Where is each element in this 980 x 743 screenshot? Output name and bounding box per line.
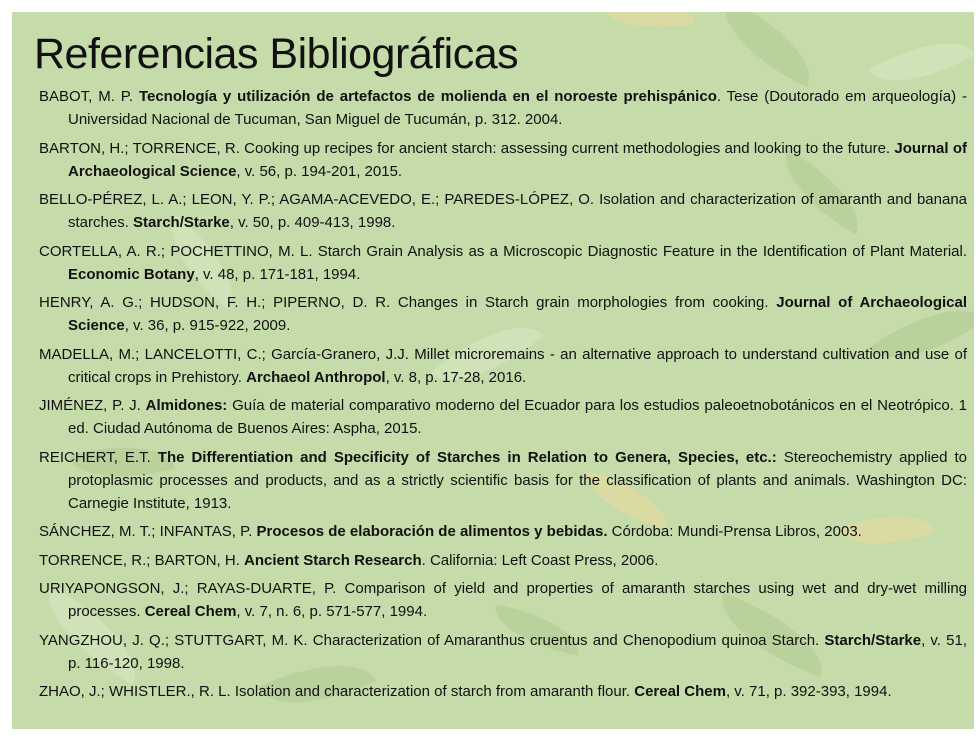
reference-item <box>39 85 967 131</box>
reference-authors: JIMÉNEZ, P. J. <box>39 397 146 414</box>
reference-authors: BELLO-PÉREZ, L. A.; LEON, Y. P.; AGAMA-ACEVEDO, E.; PAREDES-LÓPEZ, O. Isolation and characterization of amaranth and banana starches. <box>39 191 967 231</box>
reference-details: , v. 7, n. 6, p. 571-577, 1994. <box>236 603 428 620</box>
reference-details: , v. 8, p. 17-28, 2016. <box>385 368 527 386</box>
reference-item <box>39 680 967 703</box>
reference-details: Guía de material comparativo moderno del Ecuador para los estudios paleoetnobotánicos en el Neotrópico. 1 ed. Ciudad Autónoma de Buenos Aires: Aspha, 2015. <box>68 397 968 437</box>
reference-authors: SÁNCHEZ, M. T.; INFANTAS, P. <box>39 523 257 540</box>
reference-authors: TORRENCE, R.; BARTON, H. <box>39 551 245 569</box>
reference-details: , v. 51, p. 116-120, 1998. <box>68 631 967 672</box>
reference-list <box>39 85 967 709</box>
reference-item <box>39 549 967 572</box>
reference-authors: BABOT, M. P. <box>39 88 139 105</box>
reference-item <box>39 394 967 440</box>
reference-bold-title: Almidones: <box>145 397 228 414</box>
reference-authors: ZHAO, J.; WHISTLER., R. L. Isolation and characterization of starch from amaranth flour. <box>39 683 635 700</box>
reference-item <box>39 446 967 515</box>
reference-bold-title: Starch/Starke <box>824 631 922 649</box>
reference-item <box>39 520 967 543</box>
reference-item <box>39 240 967 286</box>
reference-details: , v. 48, p. 171-181, 1994. <box>194 265 361 283</box>
reference-authors: HENRY, A. G.; HUDSON, F. H.; PIPERNO, D. R. Changes in Starch grain morphologies from cooking. <box>39 294 777 311</box>
reference-item <box>39 629 967 675</box>
reference-item <box>39 137 967 183</box>
reference-details: Córdoba: Mundi-Prensa Libros, 2003. <box>607 523 862 540</box>
reference-bold-title: Cereal Chem <box>144 603 237 620</box>
content-panel <box>12 12 974 729</box>
leaf-decoration <box>599 12 694 40</box>
reference-authors: YANGZHOU, J. Q.; STUTTGART, M. K. Characterization of Amaranthus cruentus and Chenopodium quinoa Starch. <box>39 631 825 649</box>
reference-item <box>39 188 967 234</box>
reference-item <box>39 291 967 337</box>
reference-bold-title: Journal of Archaeological Science <box>68 294 968 334</box>
reference-details: , v. 50, p. 409-413, 1998. <box>229 214 396 231</box>
reference-bold-title: Archaeol Anthropol <box>246 368 386 386</box>
leaf-decoration <box>707 12 826 87</box>
reference-bold-title: Procesos de elaboración de alimentos y bebidas. <box>256 523 608 540</box>
reference-details: , v. 71, p. 392-393, 1994. <box>725 683 892 700</box>
reference-bold-title: Tecnología y utilización de artefactos de molienda en el noroeste prehispánico <box>138 88 717 105</box>
reference-authors: REICHERT, E.T. <box>39 448 158 466</box>
reference-authors: BARTON, H.; TORRENCE, R. Cooking up recipes for ancient starch: assessing current methodologies and looking to the future. <box>39 139 895 157</box>
reference-bold-title: Economic Botany <box>68 265 195 283</box>
reference-bold-title: Starch/Starke <box>133 214 230 231</box>
reference-bold-title: Journal of Archaeological Science <box>68 139 967 180</box>
reference-details: . California: Left Coast Press, 2006. <box>421 551 659 569</box>
reference-authors: CORTELLA, A. R.; POCHETTINO, M. L. Starch Grain Analysis as a Microscopic Diagnostic Feature in the Identification of Plant Material. <box>39 242 967 260</box>
reference-authors: MADELLA, M.; LANCELOTTI, C.; García-Granero, J.J. Millet microremains - an alternative approach to understand cultivation and use of critical crops in Prehistory. <box>39 345 967 386</box>
reference-details: , v. 36, p. 915-922, 2009. <box>124 317 291 334</box>
reference-bold-title: Ancient Starch Research <box>244 551 422 569</box>
reference-details: Stereochemistry applied to protoplasmic processes and products, and as a strictly scientific basis for the classification of plants and animals. Washington DC: Carnegie Institute, 1913. <box>68 448 967 512</box>
reference-bold-title: The Differentiation and Specificity of Starches in Relation to Genera, Species, etc.: <box>157 448 777 466</box>
reference-item <box>39 343 967 389</box>
page-title: Referencias Bibliográficas <box>34 30 519 78</box>
reference-details: , v. 56, p. 194-201, 2015. <box>236 162 403 180</box>
reference-bold-title: Cereal Chem <box>634 683 726 700</box>
reference-item <box>39 577 967 623</box>
reference-details: . Tese (Doutorado em arqueología) - Universidad Nacional de Tucuman, San Miguel de Tucumán, p. 312. 2004. <box>68 88 967 128</box>
reference-authors: URIYAPONGSON, J.; RAYAS-DUARTE, P. Comparison of yield and properties of amaranth starches using wet and dry-wet milling processes. <box>39 580 967 620</box>
